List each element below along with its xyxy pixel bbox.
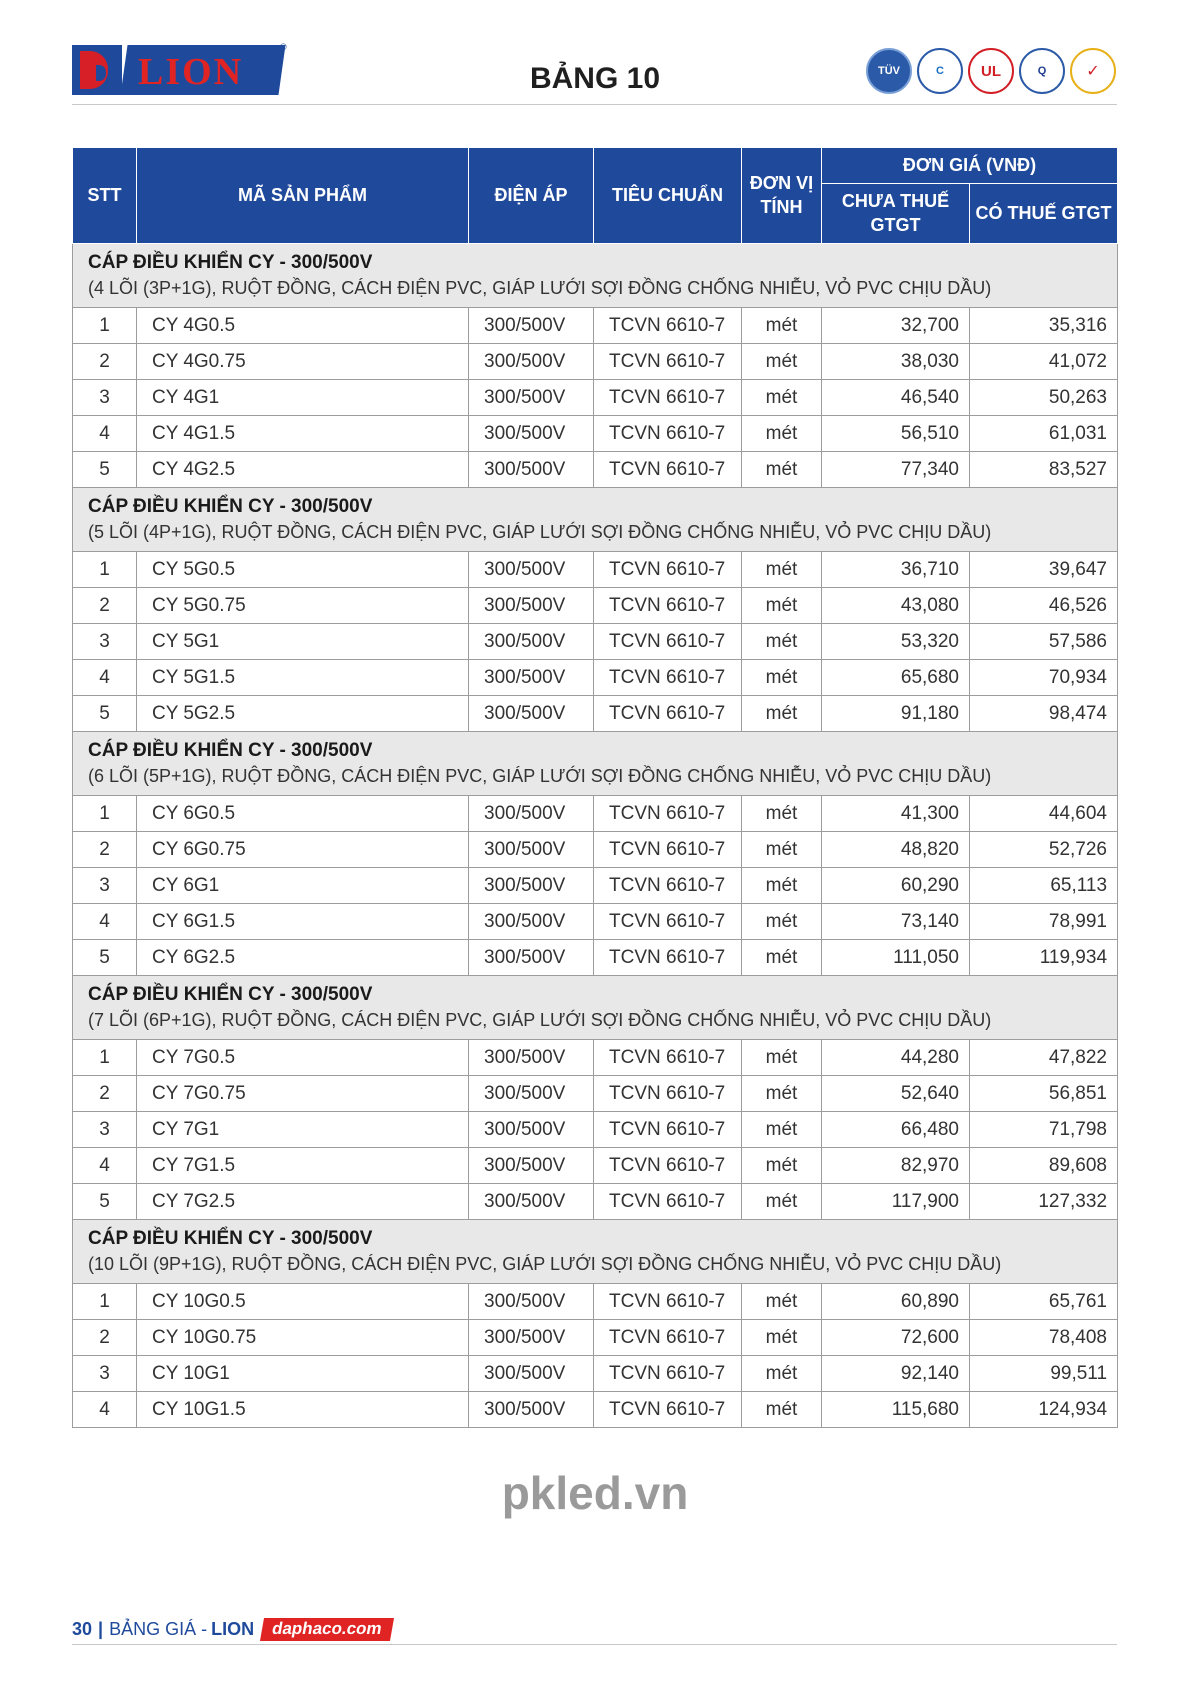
table-row bbox=[73, 832, 1118, 868]
cell-unit: mét bbox=[742, 1040, 822, 1076]
cell-price-inc-vat: 52,726 bbox=[970, 832, 1118, 868]
cell-unit: mét bbox=[742, 868, 822, 904]
cell-price-inc-vat: 124,934 bbox=[970, 1392, 1118, 1428]
cell-unit: mét bbox=[742, 624, 822, 660]
cell-standard: TCVN 6610-7 bbox=[594, 308, 742, 344]
cell-unit: mét bbox=[742, 1184, 822, 1220]
cell-price-ex-vat: 43,080 bbox=[822, 588, 970, 624]
cell-standard: TCVN 6610-7 bbox=[594, 1040, 742, 1076]
cell-price-inc-vat: 99,511 bbox=[970, 1356, 1118, 1392]
cell-price-ex-vat: 36,710 bbox=[822, 552, 970, 588]
cell-product-code: CY 10G1 bbox=[137, 1356, 469, 1392]
cell-voltage: 300/500V bbox=[469, 552, 594, 588]
group-header-cell bbox=[73, 976, 1118, 1040]
cell-unit: mét bbox=[742, 696, 822, 732]
table-row bbox=[73, 796, 1118, 832]
cell-standard: TCVN 6610-7 bbox=[594, 1112, 742, 1148]
cell-product-code: CY 5G1 bbox=[137, 624, 469, 660]
cell-unit: mét bbox=[742, 380, 822, 416]
cell-stt: 2 bbox=[73, 588, 137, 624]
header-voltage: ĐIỆN ÁP bbox=[469, 148, 594, 244]
cell-product-code: CY 10G0.75 bbox=[137, 1320, 469, 1356]
cell-stt: 1 bbox=[73, 796, 137, 832]
cell-price-inc-vat: 127,332 bbox=[970, 1184, 1118, 1220]
header-stt: STT bbox=[73, 148, 137, 244]
cell-voltage: 300/500V bbox=[469, 1184, 594, 1220]
cell-price-ex-vat: 60,890 bbox=[822, 1284, 970, 1320]
table-row bbox=[73, 624, 1118, 660]
cell-unit: mét bbox=[742, 308, 822, 344]
cell-standard: TCVN 6610-7 bbox=[594, 1148, 742, 1184]
cell-price-ex-vat: 72,600 bbox=[822, 1320, 970, 1356]
cell-stt: 1 bbox=[73, 1040, 137, 1076]
cell-standard: TCVN 6610-7 bbox=[594, 832, 742, 868]
cell-unit: mét bbox=[742, 552, 822, 588]
cell-standard: TCVN 6610-7 bbox=[594, 796, 742, 832]
header-product-code: MÃ SẢN PHẨM bbox=[137, 148, 469, 244]
table-row bbox=[73, 660, 1118, 696]
cell-unit: mét bbox=[742, 660, 822, 696]
cell-standard: TCVN 6610-7 bbox=[594, 696, 742, 732]
cell-stt: 5 bbox=[73, 696, 137, 732]
cell-product-code: CY 6G2.5 bbox=[137, 940, 469, 976]
group-header-row bbox=[73, 976, 1118, 1040]
cell-voltage: 300/500V bbox=[469, 1356, 594, 1392]
cell-price-inc-vat: 57,586 bbox=[970, 624, 1118, 660]
cell-price-inc-vat: 41,072 bbox=[970, 344, 1118, 380]
group-title: CÁP ĐIỀU KHIỂN CY - 300/500V bbox=[88, 495, 373, 517]
table-row bbox=[73, 552, 1118, 588]
website-link[interactable]: daphaco.com bbox=[260, 1618, 394, 1641]
group-header-row bbox=[73, 488, 1118, 552]
table-row bbox=[73, 696, 1118, 732]
cell-standard: TCVN 6610-7 bbox=[594, 1184, 742, 1220]
cell-unit: mét bbox=[742, 344, 822, 380]
cell-voltage: 300/500V bbox=[469, 452, 594, 488]
cell-standard: TCVN 6610-7 bbox=[594, 1076, 742, 1112]
header-price-inc-vat: CÓ THUẾ GTGT bbox=[970, 184, 1118, 244]
cell-price-inc-vat: 83,527 bbox=[970, 452, 1118, 488]
footer-separator: | bbox=[98, 1618, 104, 1639]
cell-stt: 4 bbox=[73, 1148, 137, 1184]
cell-voltage: 300/500V bbox=[469, 1284, 594, 1320]
cell-unit: mét bbox=[742, 832, 822, 868]
cell-product-code: CY 5G0.75 bbox=[137, 588, 469, 624]
cell-price-inc-vat: 47,822 bbox=[970, 1040, 1118, 1076]
watermark-text: pkled.vn bbox=[501, 1467, 689, 1519]
logo-text: LION bbox=[138, 51, 244, 93]
group-description: (10 LÕI (9P+1G), RUỘT ĐỒNG, CÁCH ĐIỆN PVC, GIÁP LƯỚI SỢI ĐỒNG CHỐNG NHIỄU, VỎ PVC CHỊU DẦU) bbox=[88, 1254, 1002, 1275]
cell-unit: mét bbox=[742, 1112, 822, 1148]
table-row bbox=[73, 1320, 1118, 1356]
table-row bbox=[73, 904, 1118, 940]
page-title: BẢNG 10 bbox=[529, 62, 661, 95]
cell-price-ex-vat: 117,900 bbox=[822, 1184, 970, 1220]
cell-unit: mét bbox=[742, 588, 822, 624]
cell-price-inc-vat: 44,604 bbox=[970, 796, 1118, 832]
cell-product-code: CY 6G1.5 bbox=[137, 904, 469, 940]
cell-standard: TCVN 6610-7 bbox=[594, 552, 742, 588]
cell-product-code: CY 10G0.5 bbox=[137, 1284, 469, 1320]
table-row bbox=[73, 1184, 1118, 1220]
cell-price-inc-vat: 65,113 bbox=[970, 868, 1118, 904]
table-row bbox=[73, 416, 1118, 452]
cell-stt: 5 bbox=[73, 1184, 137, 1220]
quality-badge-icon: Q bbox=[1019, 48, 1065, 94]
header-price-ex-vat: CHƯA THUẾ GTGT bbox=[822, 184, 970, 244]
group-header-cell bbox=[73, 244, 1118, 308]
cell-price-ex-vat: 92,140 bbox=[822, 1356, 970, 1392]
cell-stt: 2 bbox=[73, 344, 137, 380]
cell-voltage: 300/500V bbox=[469, 1040, 594, 1076]
footer bbox=[72, 1616, 392, 1642]
cell-stt: 1 bbox=[73, 552, 137, 588]
cell-voltage: 300/500V bbox=[469, 344, 594, 380]
cell-price-ex-vat: 65,680 bbox=[822, 660, 970, 696]
vietnam-quality-badge-icon: ✓ bbox=[1070, 48, 1116, 94]
cell-price-inc-vat: 56,851 bbox=[970, 1076, 1118, 1112]
table-body bbox=[73, 244, 1118, 1428]
cell-price-ex-vat: 111,050 bbox=[822, 940, 970, 976]
cell-price-ex-vat: 53,320 bbox=[822, 624, 970, 660]
cell-stt: 1 bbox=[73, 1284, 137, 1320]
group-header-cell bbox=[73, 732, 1118, 796]
cell-voltage: 300/500V bbox=[469, 380, 594, 416]
cell-price-inc-vat: 35,316 bbox=[970, 308, 1118, 344]
cell-price-ex-vat: 60,290 bbox=[822, 868, 970, 904]
group-description: (5 LÕI (4P+1G), RUỘT ĐỒNG, CÁCH ĐIỆN PVC, GIÁP LƯỚI SỢI ĐỒNG CHỐNG NHIỄU, VỎ PVC CHỊU DẦU) bbox=[88, 522, 992, 543]
table-row bbox=[73, 868, 1118, 904]
page-number: 30 bbox=[72, 1618, 93, 1639]
cell-standard: TCVN 6610-7 bbox=[594, 1356, 742, 1392]
cell-unit: mét bbox=[742, 940, 822, 976]
cell-price-inc-vat: 70,934 bbox=[970, 660, 1118, 696]
cell-price-ex-vat: 82,970 bbox=[822, 1148, 970, 1184]
cell-voltage: 300/500V bbox=[469, 624, 594, 660]
cell-product-code: CY 4G0.5 bbox=[137, 308, 469, 344]
group-title: CÁP ĐIỀU KHIỂN CY - 300/500V bbox=[88, 251, 373, 273]
jas-anz-badge-icon: C bbox=[917, 48, 963, 94]
cell-voltage: 300/500V bbox=[469, 416, 594, 452]
cell-unit: mét bbox=[742, 796, 822, 832]
cell-product-code: CY 7G0.5 bbox=[137, 1040, 469, 1076]
ul-badge-icon: UL bbox=[968, 48, 1014, 94]
cell-unit: mét bbox=[742, 416, 822, 452]
group-header-row bbox=[73, 1220, 1118, 1284]
cell-voltage: 300/500V bbox=[469, 940, 594, 976]
table-row bbox=[73, 1040, 1118, 1076]
cell-price-ex-vat: 77,340 bbox=[822, 452, 970, 488]
table-row bbox=[73, 308, 1118, 344]
cell-unit: mét bbox=[742, 1356, 822, 1392]
footer-divider bbox=[72, 1644, 1117, 1645]
cell-product-code: CY 5G2.5 bbox=[137, 696, 469, 732]
group-description: (7 LÕI (6P+1G), RUỘT ĐỒNG, CÁCH ĐIỆN PVC, GIÁP LƯỚI SỢI ĐỒNG CHỐNG NHIỄU, VỎ PVC CHỊU DẦU) bbox=[88, 1010, 992, 1031]
table-row bbox=[73, 940, 1118, 976]
cell-voltage: 300/500V bbox=[469, 660, 594, 696]
cell-voltage: 300/500V bbox=[469, 796, 594, 832]
cell-unit: mét bbox=[742, 1392, 822, 1428]
cell-price-ex-vat: 91,180 bbox=[822, 696, 970, 732]
cell-voltage: 300/500V bbox=[469, 1112, 594, 1148]
cell-standard: TCVN 6610-7 bbox=[594, 452, 742, 488]
group-header-row bbox=[73, 732, 1118, 796]
header-standard: TIÊU CHUẨN bbox=[594, 148, 742, 244]
cell-stt: 3 bbox=[73, 1112, 137, 1148]
cell-product-code: CY 7G2.5 bbox=[137, 1184, 469, 1220]
cell-standard: TCVN 6610-7 bbox=[594, 344, 742, 380]
table-row bbox=[73, 1148, 1118, 1184]
certification-badges bbox=[866, 48, 1116, 94]
cell-voltage: 300/500V bbox=[469, 308, 594, 344]
cell-voltage: 300/500V bbox=[469, 696, 594, 732]
table-row bbox=[73, 344, 1118, 380]
cell-product-code: CY 6G0.5 bbox=[137, 796, 469, 832]
cell-unit: mét bbox=[742, 1284, 822, 1320]
table-row bbox=[73, 588, 1118, 624]
cell-price-ex-vat: 41,300 bbox=[822, 796, 970, 832]
cell-price-inc-vat: 46,526 bbox=[970, 588, 1118, 624]
cell-product-code: CY 4G0.75 bbox=[137, 344, 469, 380]
table-row bbox=[73, 380, 1118, 416]
cell-standard: TCVN 6610-7 bbox=[594, 380, 742, 416]
cell-price-inc-vat: 78,408 bbox=[970, 1320, 1118, 1356]
table-row bbox=[73, 1076, 1118, 1112]
cell-price-ex-vat: 38,030 bbox=[822, 344, 970, 380]
table-header bbox=[73, 148, 1118, 244]
cell-voltage: 300/500V bbox=[469, 1148, 594, 1184]
cell-standard: TCVN 6610-7 bbox=[594, 940, 742, 976]
cell-stt: 4 bbox=[73, 904, 137, 940]
cell-price-inc-vat: 89,608 bbox=[970, 1148, 1118, 1184]
cell-stt: 3 bbox=[73, 380, 137, 416]
cell-stt: 5 bbox=[73, 940, 137, 976]
cell-standard: TCVN 6610-7 bbox=[594, 868, 742, 904]
cell-price-ex-vat: 56,510 bbox=[822, 416, 970, 452]
cell-voltage: 300/500V bbox=[469, 1320, 594, 1356]
cell-voltage: 300/500V bbox=[469, 588, 594, 624]
cell-unit: mét bbox=[742, 452, 822, 488]
cell-stt: 4 bbox=[73, 416, 137, 452]
table-row bbox=[73, 1356, 1118, 1392]
group-description: (6 LÕI (5P+1G), RUỘT ĐỒNG, CÁCH ĐIỆN PVC, GIÁP LƯỚI SỢI ĐỒNG CHỐNG NHIỄU, VỎ PVC CHỊU DẦU) bbox=[88, 766, 992, 787]
cell-standard: TCVN 6610-7 bbox=[594, 588, 742, 624]
cell-voltage: 300/500V bbox=[469, 832, 594, 868]
registered-mark: ® bbox=[280, 42, 287, 52]
cell-standard: TCVN 6610-7 bbox=[594, 1392, 742, 1428]
header-divider bbox=[72, 104, 1117, 105]
header-unit-price: ĐƠN GIÁ (VNĐ) bbox=[822, 148, 1118, 184]
cell-price-inc-vat: 78,991 bbox=[970, 904, 1118, 940]
table-row bbox=[73, 1284, 1118, 1320]
group-header-row bbox=[73, 244, 1118, 308]
cell-product-code: CY 4G1 bbox=[137, 380, 469, 416]
cell-price-inc-vat: 61,031 bbox=[970, 416, 1118, 452]
cell-unit: mét bbox=[742, 1320, 822, 1356]
cell-price-inc-vat: 71,798 bbox=[970, 1112, 1118, 1148]
cell-price-ex-vat: 66,480 bbox=[822, 1112, 970, 1148]
cell-stt: 4 bbox=[73, 660, 137, 696]
cell-price-inc-vat: 119,934 bbox=[970, 940, 1118, 976]
cell-price-ex-vat: 46,540 bbox=[822, 380, 970, 416]
cell-standard: TCVN 6610-7 bbox=[594, 1284, 742, 1320]
cell-product-code: CY 6G0.75 bbox=[137, 832, 469, 868]
cell-price-ex-vat: 115,680 bbox=[822, 1392, 970, 1428]
price-table-wrapper bbox=[72, 147, 1117, 1428]
cell-product-code: CY 6G1 bbox=[137, 868, 469, 904]
tuv-badge-icon: TÜV bbox=[866, 48, 912, 94]
cell-product-code: CY 10G1.5 bbox=[137, 1392, 469, 1428]
cell-stt: 1 bbox=[73, 308, 137, 344]
cell-voltage: 300/500V bbox=[469, 1392, 594, 1428]
group-title: CÁP ĐIỀU KHIỂN CY - 300/500V bbox=[88, 739, 373, 761]
cell-stt: 3 bbox=[73, 624, 137, 660]
cell-price-ex-vat: 52,640 bbox=[822, 1076, 970, 1112]
table-row bbox=[73, 452, 1118, 488]
footer-label: BẢNG GIÁ - bbox=[109, 1618, 208, 1639]
cell-stt: 3 bbox=[73, 868, 137, 904]
table-row bbox=[73, 1392, 1118, 1428]
cell-price-inc-vat: 50,263 bbox=[970, 380, 1118, 416]
cell-unit: mét bbox=[742, 1148, 822, 1184]
cell-standard: TCVN 6610-7 bbox=[594, 416, 742, 452]
footer-brand: LION bbox=[211, 1618, 255, 1639]
cell-price-inc-vat: 39,647 bbox=[970, 552, 1118, 588]
cell-stt: 2 bbox=[73, 832, 137, 868]
cell-stt: 2 bbox=[73, 1076, 137, 1112]
cell-standard: TCVN 6610-7 bbox=[594, 1320, 742, 1356]
cell-product-code: CY 5G1.5 bbox=[137, 660, 469, 696]
cell-stt: 5 bbox=[73, 452, 137, 488]
cell-price-inc-vat: 65,761 bbox=[970, 1284, 1118, 1320]
cell-stt: 4 bbox=[73, 1392, 137, 1428]
cell-voltage: 300/500V bbox=[469, 1076, 594, 1112]
table-row bbox=[73, 1112, 1118, 1148]
cell-price-ex-vat: 48,820 bbox=[822, 832, 970, 868]
cell-standard: TCVN 6610-7 bbox=[594, 624, 742, 660]
cell-price-inc-vat: 98,474 bbox=[970, 696, 1118, 732]
cell-standard: TCVN 6610-7 bbox=[594, 660, 742, 696]
cell-voltage: 300/500V bbox=[469, 904, 594, 940]
cell-stt: 2 bbox=[73, 1320, 137, 1356]
cell-unit: mét bbox=[742, 1076, 822, 1112]
group-header-cell bbox=[73, 488, 1118, 552]
cell-product-code: CY 7G0.75 bbox=[137, 1076, 469, 1112]
cell-unit: mét bbox=[742, 904, 822, 940]
group-description: (4 LÕI (3P+1G), RUỘT ĐỒNG, CÁCH ĐIỆN PVC, GIÁP LƯỚI SỢI ĐỒNG CHỐNG NHIỄU, VỎ PVC CHỊU DẦU) bbox=[88, 278, 992, 299]
cell-product-code: CY 4G2.5 bbox=[137, 452, 469, 488]
cell-price-ex-vat: 44,280 bbox=[822, 1040, 970, 1076]
price-table bbox=[72, 147, 1118, 1428]
group-title: CÁP ĐIỀU KHIỂN CY - 300/500V bbox=[88, 1227, 373, 1249]
cell-product-code: CY 5G0.5 bbox=[137, 552, 469, 588]
cell-price-ex-vat: 32,700 bbox=[822, 308, 970, 344]
cell-price-ex-vat: 73,140 bbox=[822, 904, 970, 940]
cell-voltage: 300/500V bbox=[469, 868, 594, 904]
cell-product-code: CY 4G1.5 bbox=[137, 416, 469, 452]
cell-stt: 3 bbox=[73, 1356, 137, 1392]
group-title: CÁP ĐIỀU KHIỂN CY - 300/500V bbox=[88, 983, 373, 1005]
cell-product-code: CY 7G1.5 bbox=[137, 1148, 469, 1184]
header-unit: ĐƠN VỊ TÍNH bbox=[742, 148, 822, 244]
cell-product-code: CY 7G1 bbox=[137, 1112, 469, 1148]
cell-standard: TCVN 6610-7 bbox=[594, 904, 742, 940]
group-header-cell bbox=[73, 1220, 1118, 1284]
